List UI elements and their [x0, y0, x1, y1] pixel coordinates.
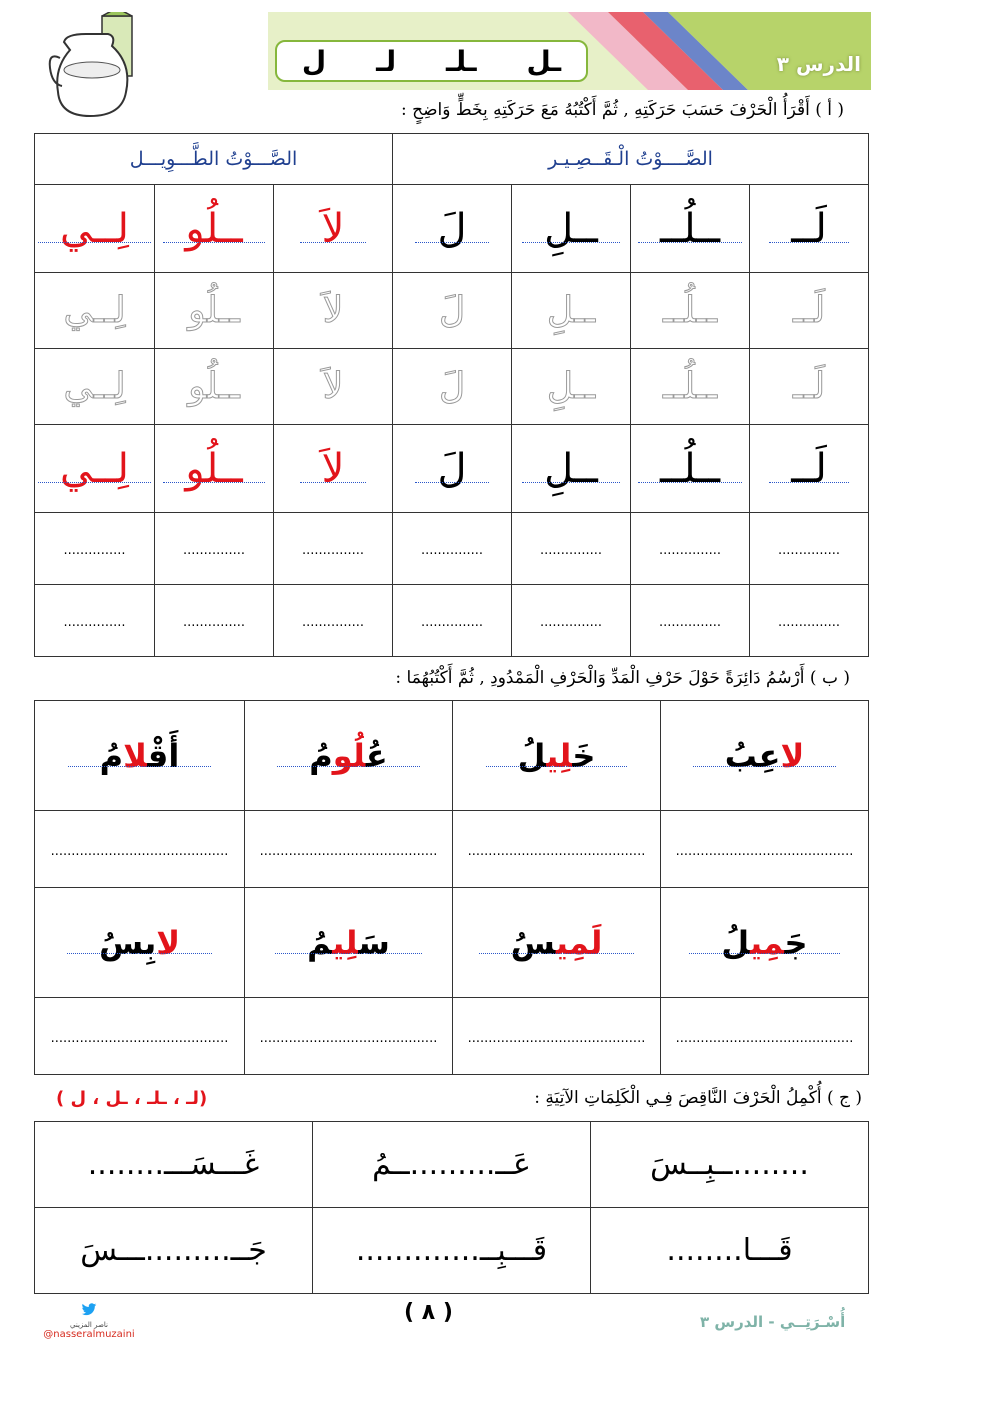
- incomplete-word: قَـــا........: [666, 1233, 793, 1268]
- dotted-line: ...............: [659, 543, 722, 558]
- incomplete-word: عَــ.........ــمُ: [372, 1147, 531, 1182]
- dotted-line: ...........................................: [675, 843, 854, 859]
- trace-letter: لاَ: [322, 290, 344, 331]
- trace-cell[interactable]: [631, 273, 750, 349]
- trace-cell[interactable]: [512, 273, 631, 349]
- trace-cell[interactable]: [155, 349, 274, 425]
- complete-cell[interactable]: [591, 1208, 869, 1294]
- trace-row: [35, 273, 869, 349]
- model-letter: ــلُو: [181, 209, 246, 249]
- letter-form: ـل: [526, 44, 562, 78]
- dotted-line: ...........................................: [50, 1030, 229, 1046]
- trace-cell[interactable]: [512, 349, 631, 425]
- complete-cell[interactable]: [35, 1122, 313, 1208]
- incomplete-word: غَـــسَـــ........: [87, 1147, 260, 1182]
- word: خَلِيلُ: [512, 737, 602, 775]
- word: لاعِبُ: [719, 737, 811, 775]
- write-cell[interactable]: [393, 585, 512, 657]
- write-cell[interactable]: [274, 585, 393, 657]
- write-cell[interactable]: [274, 513, 393, 585]
- footer-title: أُسْـرَتِــي - الدرس ٣: [700, 1313, 846, 1331]
- model-letter: لاَ: [318, 449, 349, 489]
- dotted-line: ...............: [421, 543, 484, 558]
- long-vowel-header: الصَّـــوْتُ الطَّـــوِيـــل: [35, 134, 393, 185]
- write-cell[interactable]: [155, 513, 274, 585]
- trace-letter: لَــ: [793, 290, 826, 331]
- model-letter: لاَ: [318, 209, 349, 249]
- word-cell: [245, 888, 453, 998]
- complete-cell[interactable]: [313, 1122, 591, 1208]
- dotted-line: ...............: [540, 615, 603, 630]
- model-letter: لَــ: [787, 209, 831, 249]
- complete-cell[interactable]: [35, 1208, 313, 1294]
- model-cell: [35, 425, 155, 513]
- model-letter: لِــي: [56, 449, 133, 489]
- model-letter: ــلِ: [540, 449, 602, 489]
- dotted-line: ...............: [778, 543, 841, 558]
- trace-cell[interactable]: [155, 273, 274, 349]
- model-letter: لَ: [433, 209, 470, 249]
- write-cell[interactable]: [661, 998, 869, 1075]
- model-cell: [155, 425, 274, 513]
- complete-cell[interactable]: [591, 1122, 869, 1208]
- write-cell[interactable]: [512, 513, 631, 585]
- dotted-line: ...........................................: [467, 843, 646, 859]
- word: سَلِيمُ: [301, 924, 396, 962]
- write-cell[interactable]: [631, 513, 750, 585]
- trace-letter: ــلِ: [546, 366, 596, 407]
- write-cell[interactable]: [453, 811, 661, 888]
- dotted-line: ...........................................: [675, 1030, 854, 1046]
- write-cell[interactable]: [750, 585, 869, 657]
- write-cell[interactable]: [35, 513, 155, 585]
- word: لابِسُ: [93, 924, 186, 962]
- trace-letter: لاَ: [322, 366, 344, 407]
- trace-cell[interactable]: [631, 349, 750, 425]
- page-number: ( ٨ ): [404, 1300, 453, 1325]
- write-cell[interactable]: [35, 811, 245, 888]
- write-cell[interactable]: [245, 811, 453, 888]
- write-cell[interactable]: [245, 998, 453, 1075]
- write-cell[interactable]: [750, 513, 869, 585]
- model-letter: لِــي: [56, 209, 133, 249]
- write-cell[interactable]: [631, 585, 750, 657]
- trace-cell[interactable]: [393, 273, 512, 349]
- complete-cell[interactable]: [313, 1208, 591, 1294]
- trace-letter: لِــي: [63, 366, 126, 407]
- trace-cell[interactable]: [750, 273, 869, 349]
- dotted-line: ...........................................: [259, 1030, 438, 1046]
- letter-form: ـلـ: [446, 44, 477, 78]
- dotted-line: ...............: [302, 615, 365, 630]
- twitter-name: ناصر المزيني: [70, 1321, 108, 1329]
- section-a-table: [34, 133, 869, 657]
- section-c-table: [34, 1121, 869, 1294]
- word-cell: [453, 888, 661, 998]
- model-cell: [631, 185, 750, 273]
- incomplete-word: ........ــبِــسَ: [650, 1147, 809, 1182]
- model-letter: ــلُــ: [656, 209, 724, 249]
- incomplete-word: جَــ.........ـــسَ: [80, 1233, 267, 1268]
- word-row: [35, 701, 869, 811]
- write-cell[interactable]: [35, 585, 155, 657]
- dotted-line: ...............: [302, 543, 365, 558]
- word: أَقْلامُ: [94, 737, 186, 775]
- trace-cell[interactable]: [393, 349, 512, 425]
- model-cell: [393, 425, 512, 513]
- complete-row: [35, 1208, 869, 1294]
- dotted-line: ...........................................: [50, 843, 229, 859]
- model-cell: [750, 185, 869, 273]
- trace-cell[interactable]: [35, 273, 155, 349]
- word: لَمِيسُ: [505, 924, 609, 962]
- model-cell: [35, 185, 155, 273]
- model-cell: [274, 425, 393, 513]
- trace-cell[interactable]: [274, 349, 393, 425]
- word-cell: [661, 888, 869, 998]
- trace-row: [35, 349, 869, 425]
- word-cell: [35, 888, 245, 998]
- model-cell: [512, 425, 631, 513]
- milk-jug-illustration: [46, 12, 146, 122]
- write-row: [35, 513, 869, 585]
- dotted-line: ...............: [778, 615, 841, 630]
- letter-form: لـ: [376, 44, 397, 78]
- model-letter: لَــ: [787, 449, 831, 489]
- section-a-instruction: ( أ ) أَقْرَأُ الْحَرْفَ حَسَبَ حَرَكَتِهِ , ثُمَّ أَكْتُبُهُ مَعَ حَرَكَتِهِ بِخَطٍّ وَاضِحٍ :: [401, 100, 844, 120]
- trace-letter: لِــي: [63, 290, 126, 331]
- lesson-label: الدرس ٣: [776, 52, 861, 76]
- word-row: [35, 888, 869, 998]
- model-cell: [750, 425, 869, 513]
- model-cell: [512, 185, 631, 273]
- dotted-line: ...............: [63, 615, 126, 630]
- write-row: [35, 811, 869, 888]
- dotted-line: ...........................................: [259, 843, 438, 859]
- word-cell: [453, 701, 661, 811]
- dotted-line: ...............: [659, 615, 722, 630]
- model-letter: ــلِ: [540, 209, 602, 249]
- trace-cell[interactable]: [750, 349, 869, 425]
- trace-letter: ــلُو: [188, 366, 240, 407]
- trace-letter: لَ: [438, 366, 466, 407]
- trace-cell[interactable]: [35, 349, 155, 425]
- trace-letter: ــلُو: [188, 290, 240, 331]
- model-letter: لَ: [433, 449, 470, 489]
- dotted-line: ...............: [421, 615, 484, 630]
- dotted-line: ...............: [183, 615, 246, 630]
- dotted-line: ...............: [183, 543, 246, 558]
- word-cell: [35, 701, 245, 811]
- word: عُلُومُ: [303, 737, 393, 775]
- write-cell[interactable]: [661, 811, 869, 888]
- dotted-line: ...............: [540, 543, 603, 558]
- write-cell[interactable]: [512, 585, 631, 657]
- word-cell: [245, 701, 453, 811]
- twitter-bird-icon: [81, 1303, 97, 1317]
- twitter-credit: [34, 1302, 144, 1340]
- model-row: [35, 425, 869, 513]
- write-cell[interactable]: [393, 513, 512, 585]
- word: جَمِيلُ: [715, 924, 813, 962]
- write-row: [35, 998, 869, 1075]
- section-c-instruction: ( ج ) أُكْمِلُ الْحَرْفَ النَّاقِصَ فِـي الْكَلِمَاتِ الآتِيَةِ :: [534, 1088, 862, 1108]
- dotted-line: ...............: [63, 543, 126, 558]
- model-letter: ــلُو: [181, 449, 246, 489]
- trace-letter: لَــ: [793, 366, 826, 407]
- complete-row: [35, 1122, 869, 1208]
- write-row: [35, 585, 869, 657]
- write-cell[interactable]: [35, 998, 245, 1075]
- trace-letter: ــلِ: [546, 290, 596, 331]
- model-cell: [274, 185, 393, 273]
- short-vowel-header: الصَّــــوْتُ الْـقَــصِـيـر: [393, 134, 869, 185]
- section-b-instruction: ( ب ) أَرْسُمُ دَائِرَةً حَوْلَ حَرْفِ الْمَدِّ وَالْحَرْفِ الْمَمْدُودِ , ثُمَّ أَكْتُبُهُمَا :: [395, 668, 850, 688]
- model-cell: [393, 185, 512, 273]
- trace-cell[interactable]: [274, 273, 393, 349]
- model-cell: [631, 425, 750, 513]
- model-letter: ــلُــ: [656, 449, 724, 489]
- letter-form: ل: [301, 44, 327, 78]
- write-cell[interactable]: [453, 998, 661, 1075]
- letter-choices: (لـ ، ـلـ ، ـل ، ل ): [56, 1088, 208, 1109]
- trace-letter: ــلُــ: [662, 290, 718, 331]
- word-cell: [661, 701, 869, 811]
- trace-letter: لَ: [438, 290, 466, 331]
- twitter-handle[interactable]: @nasseralmuzaini: [43, 1329, 135, 1340]
- trace-letter: ــلُــ: [662, 366, 718, 407]
- dotted-line: ...........................................: [467, 1030, 646, 1046]
- model-cell: [155, 185, 274, 273]
- write-cell[interactable]: [155, 585, 274, 657]
- letter-forms-box: [275, 40, 588, 82]
- incomplete-word: قَـــبِــ.............: [355, 1233, 548, 1268]
- model-row: [35, 185, 869, 273]
- section-b-table: [34, 700, 869, 1075]
